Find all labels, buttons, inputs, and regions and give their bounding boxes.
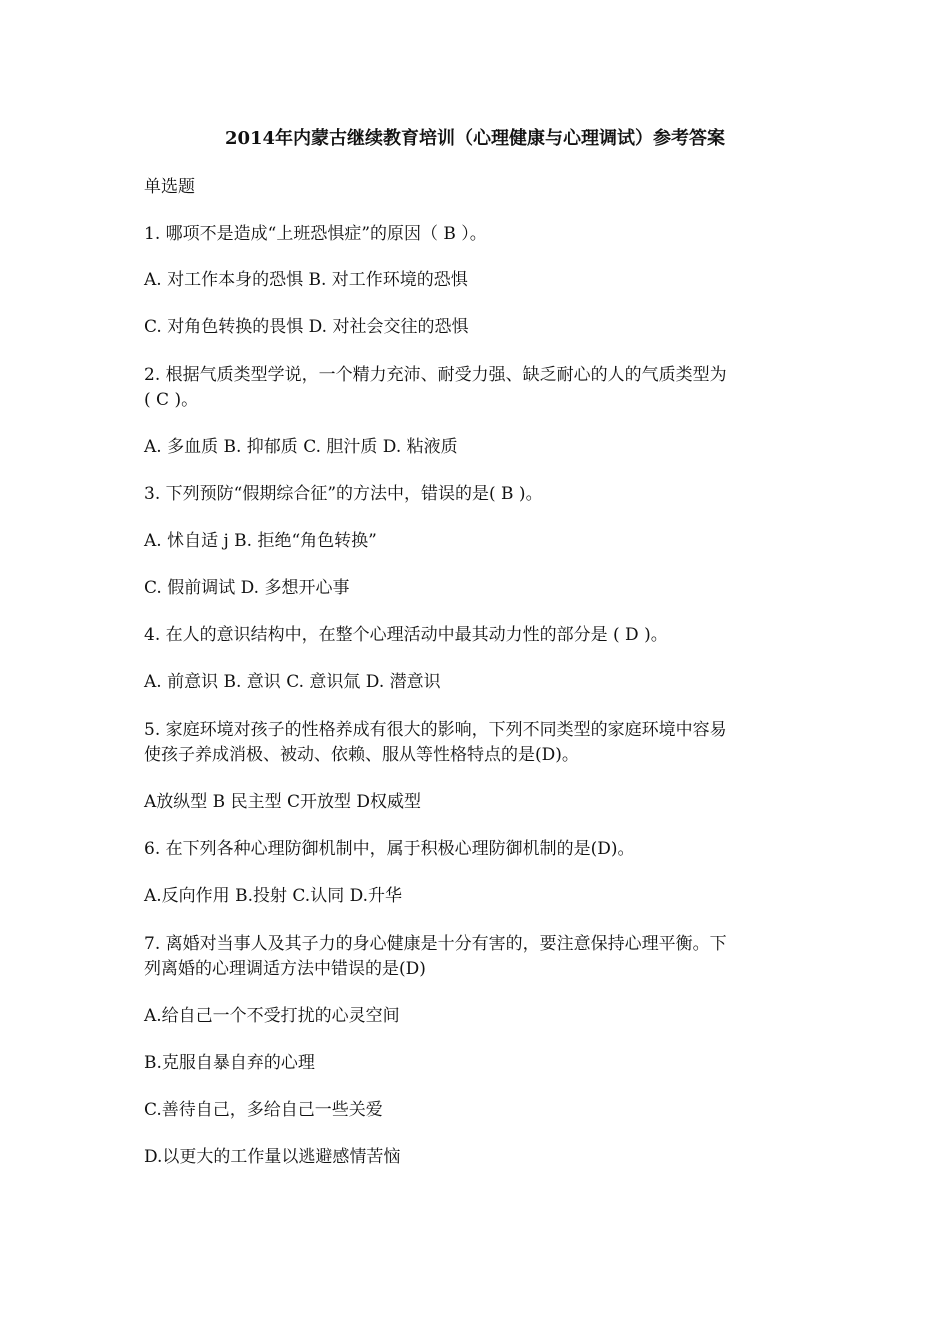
question-2-options: A. 多血质 B. 抑郁质 C. 胆汁质 D. 粘液质	[144, 437, 458, 457]
question-5-options: A放纵型 B 民主型 C开放型 D权威型	[144, 792, 422, 812]
question-2-line-1: 2. 根据气质类型学说，一个精力充沛、耐受力强、缺乏耐心的人的气质类型为	[144, 365, 727, 385]
question-3-options-ab: A. 怵自适 j B. 拒绝“角色转换”	[144, 531, 377, 551]
question-1-options-ab: A. 对工作本身的恐惧 B. 对工作环境的恐惧	[144, 270, 468, 290]
question-7-option-c: C.善待自己，多给自己一些关爱	[144, 1100, 383, 1120]
question-7-line-1: 7. 离婚对当事人及其子力的身心健康是十分有害的，要注意保持心理平衡。下	[144, 934, 727, 954]
section-heading: 单选题	[144, 177, 195, 197]
question-1: 1. 哪项不是造成“上班恐惧症”的原因（ B ）。	[144, 224, 487, 244]
question-3-options-cd: C. 假前调试 D. 多想开心事	[144, 578, 350, 598]
question-2-line-2: ( C )。	[144, 390, 199, 410]
question-7-line-2: 列离婚的心理调适方法中错误的是(D)	[144, 959, 426, 979]
question-6: 6. 在下列各种心理防御机制中，属于积极心理防御机制的是(D)。	[144, 839, 635, 859]
question-5-line-1: 5. 家庭环境对孩子的性格养成有很大的影响，下列不同类型的家庭环境中容易	[144, 720, 727, 740]
question-7-option-a: A.给自己一个不受打扰的心灵空间	[144, 1006, 400, 1026]
question-4: 4. 在人的意识结构中，在整个心理活动中最其动力性的部分是 ( D )。	[144, 625, 668, 645]
question-3: 3. 下列预防“假期综合征”的方法中，错误的是( B )。	[144, 484, 543, 504]
document-title: 2014年内蒙古继续教育培训（心理健康与心理调试）参考答案	[224, 128, 726, 149]
question-4-options: A. 前意识 B. 意识 C. 意识氚 D. 潜意识	[144, 672, 441, 692]
question-1-options-cd: C. 对角色转换的畏惧 D. 对社会交往的恐惧	[144, 317, 469, 337]
question-7-option-d: D.以更大的工作量以逃避感情苦恼	[144, 1147, 401, 1167]
question-5-line-2: 使孩子养成消极、被动、依赖、服从等性格特点的是(D)。	[144, 745, 579, 765]
question-7-option-b: B.克服自暴自弃的心理	[144, 1053, 315, 1073]
question-6-options: A.反向作用 B.投射 C.认同 D.升华	[144, 886, 403, 906]
